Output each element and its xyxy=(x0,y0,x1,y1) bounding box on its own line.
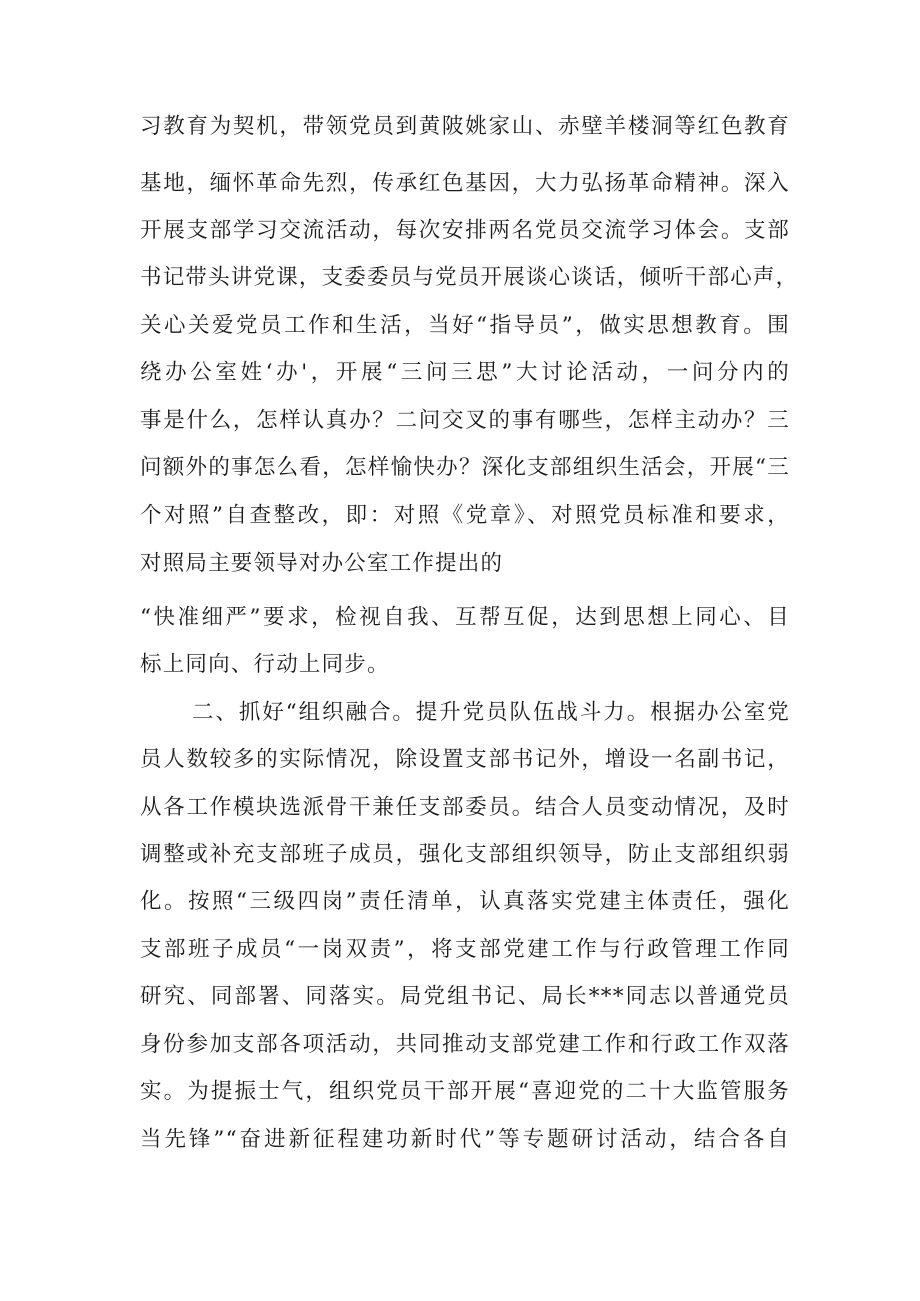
text-line: 化。按照“三级四岗”责任清单，认真落实党建主体责任，强化 xyxy=(140,889,790,914)
text-line: 标上同向、行动上同步。 xyxy=(140,652,390,677)
text-line: 实。为提振士气，组织党员干部开展“喜迎党的二十大监管服务 xyxy=(140,1079,790,1104)
section-heading: 二、抓好“组织融合。提升党员队伍战斗力。根据办公室党 xyxy=(192,700,790,725)
text-line: 书记带头讲党课，支委委员与党员开展谈心谈话，倾听干部心声， xyxy=(140,265,799,290)
text-line: 当先锋”“奋进新征程建功新时代”等专题研讨活动，结合各自 xyxy=(140,1127,790,1152)
text-line: 绕办公室姓‘办'，开展“三问三思”大讨论活动，一问分内的 xyxy=(140,360,790,385)
text-line: 基地，缅怀革命先烈，传承红色基因，大力弘扬革命精神。深入 xyxy=(140,171,790,196)
text-line: 对照局主要领导对办公室工作提出的 xyxy=(140,551,504,576)
text-line: 习教育为契机，带领党员到黄陂姚家山、赤壁羊楼洞等红色教育 xyxy=(140,114,790,139)
text-line: 事是什么，怎样认真办？二问交叉的事有哪些，怎样主动办？三 xyxy=(140,408,790,433)
text-line: 关心关爱党员工作和生活，当好“指导员”，做实思想教育。围 xyxy=(140,313,790,338)
text-line: “快准细严”要求，检视自我、互帮互促，达到思想上同心、目 xyxy=(140,605,790,630)
text-line: 研究、同部署、同落实。局党组书记、局长***同志以普通党员 xyxy=(140,984,790,1009)
text-line: 支部班子成员“一岗双责”，将支部党建工作与行政管理工作同 xyxy=(140,937,790,962)
text-line: 开展支部学习交流活动，每次安排两名党员交流学习体会。支部 xyxy=(140,218,790,243)
text-line: 问额外的事怎么看，怎样愉快办？深化支部组织生活会，开展“三 xyxy=(140,455,790,480)
text-line: 个对照”自查整改，即：对照《党章》、对照党员标准和要求， xyxy=(140,503,790,528)
text-line: 调整或补充支部班子成员，强化支部组织领导，防止支部组织弱 xyxy=(140,842,790,867)
text-line: 员人数较多的实际情况，除设置支部书记外，增设一名副书记， xyxy=(140,747,790,772)
text-line: 身份参加支部各项活动，共同推动支部党建工作和行政工作双落 xyxy=(140,1032,790,1057)
text-line: 从各工作模块选派骨干兼任支部委员。结合人员变动情况，及时 xyxy=(140,795,790,820)
